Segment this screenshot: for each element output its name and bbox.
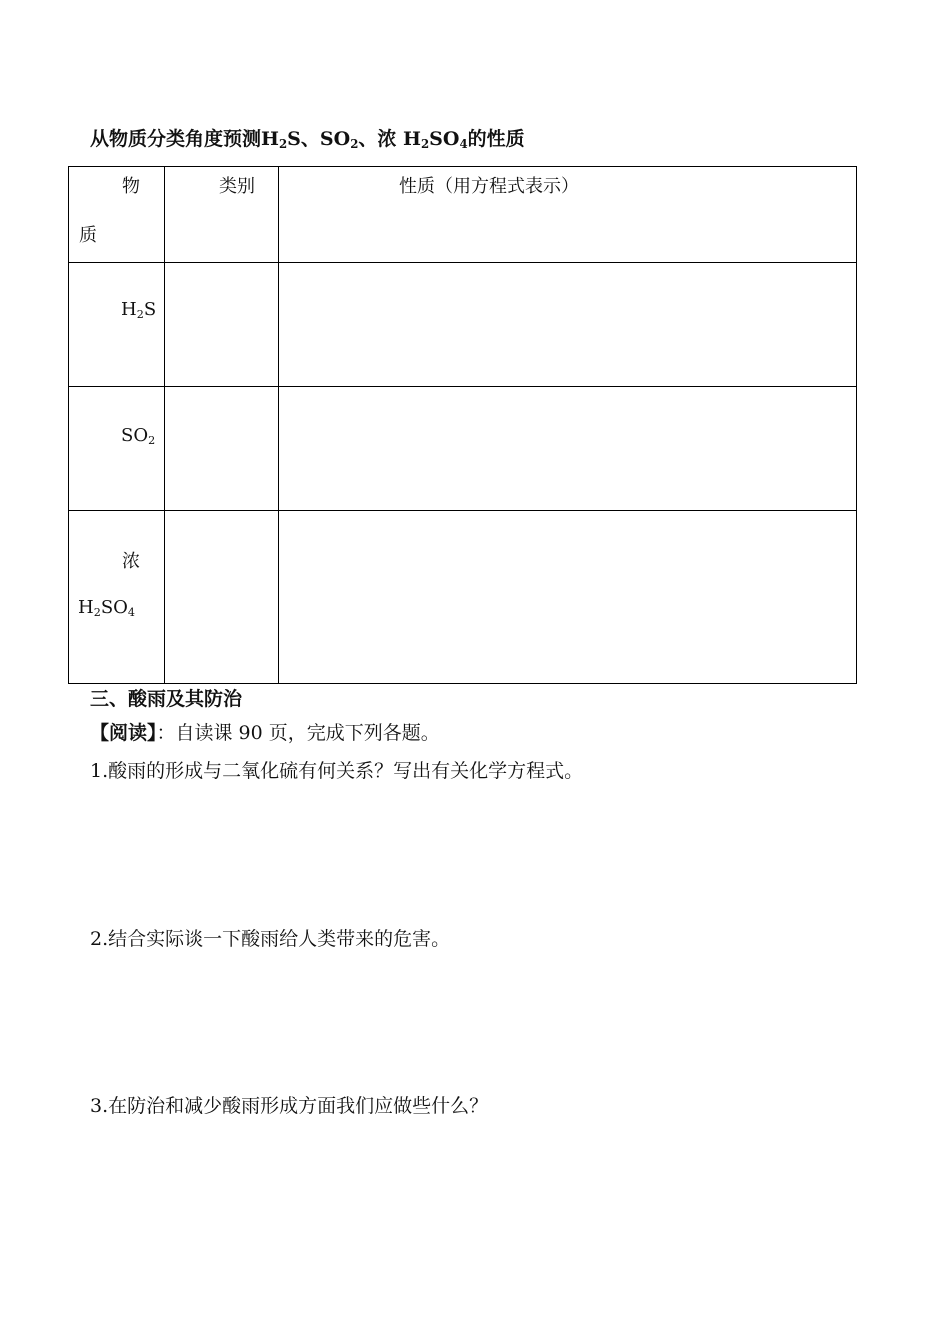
substance-cell-so2 bbox=[69, 387, 165, 511]
heading-conc: 浓 bbox=[377, 128, 397, 150]
formula-subscript: 2 bbox=[148, 433, 156, 447]
properties-table bbox=[68, 166, 857, 684]
question-2: 2.结合实际谈一下酸雨给人类带来的危害。 bbox=[90, 928, 451, 950]
formula-h2s-subscript: 2 bbox=[278, 136, 288, 151]
substance-cell-h2s bbox=[69, 263, 165, 387]
header-category: 类别 bbox=[219, 176, 255, 197]
read-instruction bbox=[90, 718, 440, 745]
heading bbox=[90, 124, 525, 151]
substance-cell-h2so4 bbox=[69, 511, 165, 684]
table-row bbox=[69, 263, 857, 387]
heading-prefix: 从物质分类角度预测 bbox=[90, 128, 262, 150]
formula-h2so4-h: H bbox=[403, 128, 421, 150]
category-input-so2[interactable] bbox=[165, 387, 279, 511]
formula-h2so4-subscript-4: 4 bbox=[459, 136, 468, 151]
substance-h2so4 bbox=[78, 597, 135, 619]
formula-h2s-h: H bbox=[261, 128, 279, 150]
substance-h2so4-line1: 浓 bbox=[122, 551, 140, 572]
header-property-cell bbox=[279, 167, 857, 263]
table-row bbox=[69, 387, 857, 511]
question-3: 3.在防治和减少酸雨形成方面我们应做些什么？ bbox=[90, 1095, 489, 1117]
formula-part: H bbox=[121, 299, 137, 320]
separator: 、 bbox=[300, 128, 320, 150]
formula-part: SO bbox=[121, 425, 149, 446]
formula-part: S bbox=[143, 299, 157, 320]
property-input-h2so4[interactable] bbox=[279, 511, 857, 684]
property-input-h2s[interactable] bbox=[279, 263, 857, 387]
formula-part: SO bbox=[100, 597, 128, 618]
substance-h2s bbox=[121, 299, 156, 321]
read-label: 【阅读】 bbox=[90, 722, 157, 744]
property-input-so2[interactable] bbox=[279, 387, 857, 511]
question-1: 1.酸雨的形成与二氧化硫有何关系？写出有关化学方程式。 bbox=[90, 760, 584, 782]
category-input-h2so4[interactable] bbox=[165, 511, 279, 684]
separator: 、 bbox=[358, 128, 378, 150]
heading-suffix: 的性质 bbox=[467, 128, 525, 150]
substance-so2 bbox=[121, 425, 155, 447]
header-property: 性质（用方程式表示） bbox=[399, 176, 579, 197]
formula-subscript: 2 bbox=[93, 605, 101, 619]
section-title: 三、酸雨及其防治 bbox=[90, 688, 243, 710]
category-input-h2s[interactable] bbox=[165, 263, 279, 387]
formula-h2so4-so: SO bbox=[429, 128, 460, 150]
formula-so2-so: SO bbox=[319, 128, 351, 150]
header-category-cell bbox=[165, 167, 279, 263]
header-substance-line2: 质 bbox=[79, 225, 97, 246]
formula-so2-subscript: 2 bbox=[350, 136, 359, 151]
formula-subscript: 4 bbox=[127, 605, 136, 619]
formula-part: H bbox=[78, 597, 94, 618]
formula-h2s-s: S bbox=[287, 128, 301, 150]
header-substance-cell bbox=[69, 167, 165, 263]
read-text: ：自读课 90 页，完成下列各题。 bbox=[156, 722, 440, 744]
header-substance-line1: 物 bbox=[122, 176, 140, 197]
formula-h2so4-subscript-2: 2 bbox=[420, 136, 430, 151]
table-row bbox=[69, 511, 857, 684]
table-header-row bbox=[69, 167, 857, 263]
formula-subscript: 2 bbox=[136, 307, 144, 321]
